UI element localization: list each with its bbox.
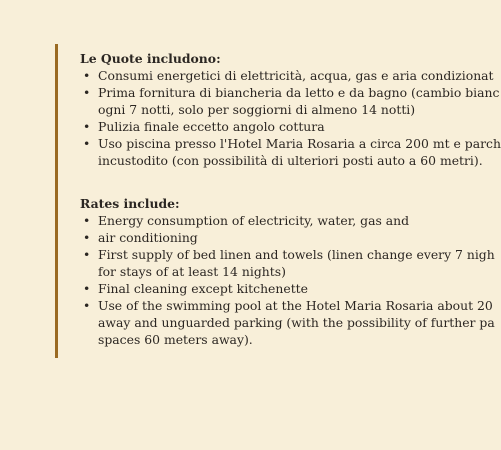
list-item: • air conditioning: [80, 229, 500, 246]
section-english: [80, 195, 500, 348]
list-item: • Use of the swimming pool at the Hotel Maria Rosaria about 20 away and unguarded parking (with the possibility of further pa spaces 60 meters away).: [80, 297, 500, 348]
list-item: • Final cleaning except kitchenette: [80, 280, 500, 297]
list-item: • Prima fornitura di biancheria da letto e da bagno (cambio bianc ogni 7 notti, solo per soggiorni di almeno 14 notti): [80, 84, 500, 118]
list-item: • Pulizia finale eccetto angolo cottura: [80, 118, 500, 135]
list-item: • Uso piscina presso l'Hotel Maria Rosaria a circa 200 mt e parch incustodito (con possibilità di ulteriori posti auto a 60 metri).: [80, 135, 500, 169]
section-heading-italian: Le Quote includono:: [80, 51, 221, 66]
inclusions-list-english: [80, 212, 500, 348]
section-heading-english: Rates include:: [80, 196, 180, 211]
section-italian: [80, 50, 500, 169]
list-item: • Consumi energetici di elettricità, acqua, gas e aria condizionat: [80, 67, 500, 84]
accent-vertical-rule: [55, 44, 58, 358]
inclusions-list-italian: [80, 67, 500, 169]
list-item: • Energy consumption of electricity, water, gas and: [80, 212, 500, 229]
content-column: [80, 50, 500, 348]
list-item: • First supply of bed linen and towels (linen change every 7 nigh for stays of at least 14 nights): [80, 246, 500, 280]
